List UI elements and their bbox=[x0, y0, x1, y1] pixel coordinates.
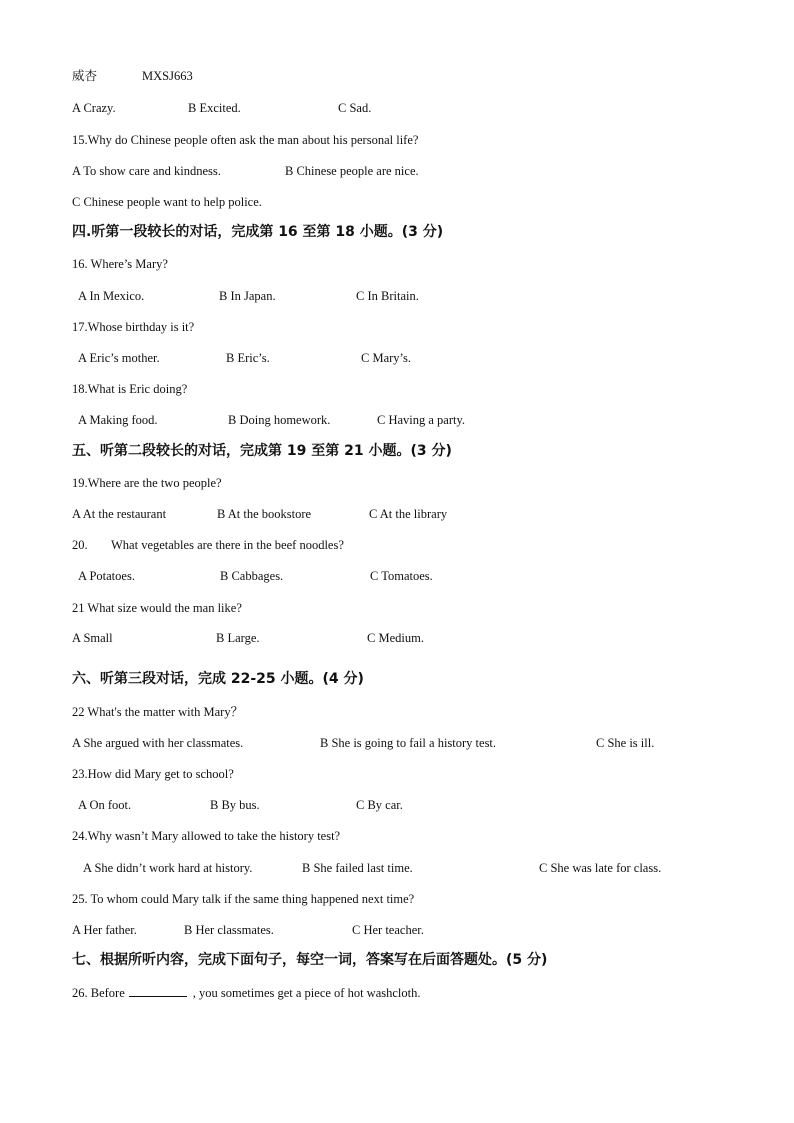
q24-option-b: B She failed last time. bbox=[302, 861, 413, 875]
q25-option-a: A Her father. bbox=[72, 923, 137, 937]
q24-question: 24.Why wasn’t Mary allowed to take the history test? bbox=[72, 829, 341, 843]
q19-option-b: B At the bookstore bbox=[217, 507, 312, 521]
section-6-heading: 六、听第三段对话，完成 22-25 小题。(4 分) bbox=[72, 671, 364, 687]
q20-option-b: B Cabbages. bbox=[220, 569, 284, 583]
q17-option-c: C Mary’s. bbox=[361, 351, 411, 365]
q14-option-a: A Crazy. bbox=[72, 101, 116, 115]
q15-option-b: B Chinese people are nice. bbox=[285, 164, 419, 178]
q24-options bbox=[83, 860, 662, 876]
q16-option-c: C In Britain. bbox=[356, 289, 419, 303]
q17-option-a: A Eric’s mother. bbox=[78, 351, 160, 365]
header-text-b: MXSJ663 bbox=[142, 69, 193, 83]
q15-options-row1 bbox=[72, 163, 419, 179]
q18-option-a: A Making food. bbox=[78, 413, 158, 427]
q20-question-line bbox=[72, 537, 344, 553]
q15-option-c: C Chinese people want to help police. bbox=[72, 195, 262, 209]
q14-option-c: C Sad. bbox=[338, 101, 372, 115]
q17-options bbox=[78, 350, 411, 366]
q21-option-a: A Small bbox=[72, 631, 113, 645]
q20-option-a: A Potatoes. bbox=[78, 569, 135, 583]
q16-options bbox=[78, 288, 419, 304]
header-line bbox=[72, 68, 193, 84]
q21-question: 21 What size would the man like? bbox=[72, 601, 242, 615]
q18-question: 18.What is Eric doing? bbox=[72, 382, 188, 396]
header-text-a: 威杏 bbox=[72, 69, 98, 83]
q21-options bbox=[72, 630, 424, 646]
q19-options bbox=[72, 506, 448, 522]
q25-option-b: B Her classmates. bbox=[184, 923, 274, 937]
q18-option-b: B Doing homework. bbox=[228, 413, 331, 427]
q21-option-b: B Large. bbox=[216, 631, 260, 645]
q24-option-a: A She didn’t work hard at history. bbox=[83, 861, 253, 875]
q20-number: 20. bbox=[72, 538, 88, 552]
q16-option-a: A In Mexico. bbox=[78, 289, 145, 303]
q20-question: What vegetables are there in the beef noodles? bbox=[111, 538, 344, 552]
section-5-heading: 五、听第二段较长的对话，完成第 19 至第 21 小题。(3 分) bbox=[72, 443, 452, 459]
section-7-heading: 七、根据所听内容，完成下面句子，每空一词，答案写在后面答题处。(5 分) bbox=[72, 952, 548, 968]
q19-option-a: A At the restaurant bbox=[72, 507, 167, 521]
q18-options bbox=[78, 412, 466, 428]
q23-question: 23.How did Mary get to school? bbox=[72, 767, 234, 781]
q18-option-c: C Having a party. bbox=[377, 413, 466, 427]
q26-blank[interactable] bbox=[129, 984, 187, 997]
q22-option-a: A She argued with her classmates. bbox=[72, 736, 244, 750]
q19-option-c: C At the library bbox=[369, 507, 448, 521]
q17-option-b: B Eric’s. bbox=[226, 351, 270, 365]
q22-option-b: B She is going to fail a history test. bbox=[320, 736, 497, 750]
q23-option-a: A On foot. bbox=[78, 798, 132, 812]
q14-options bbox=[72, 100, 372, 116]
q20-option-c: C Tomatoes. bbox=[370, 569, 433, 583]
q25-option-c: C Her teacher. bbox=[352, 923, 424, 937]
q26-after: , you sometimes get a piece of hot washcloth. bbox=[192, 986, 421, 1000]
q14-option-b: B Excited. bbox=[188, 101, 241, 115]
q15-option-a: A To show care and kindness. bbox=[72, 164, 221, 178]
q25-question: 25. To whom could Mary talk if the same thing happened next time? bbox=[72, 892, 415, 906]
q22-option-c: C She is ill. bbox=[596, 736, 655, 750]
q19-question: 19.Where are the two people? bbox=[72, 476, 222, 490]
q20-options bbox=[78, 568, 433, 584]
q24-option-c: C She was late for class. bbox=[539, 861, 662, 875]
q16-question: 16. Where’s Mary? bbox=[72, 257, 168, 271]
q17-question: 17.Whose birthday is it? bbox=[72, 320, 195, 334]
q16-option-b: B In Japan. bbox=[219, 289, 276, 303]
q22-options bbox=[72, 735, 655, 751]
q26-before: 26. Before bbox=[72, 986, 125, 1000]
q23-option-b: B By bus. bbox=[210, 798, 260, 812]
q25-options bbox=[72, 922, 424, 938]
q26-sentence bbox=[72, 984, 421, 1001]
q15-question: 15.Why do Chinese people often ask the man about his personal life? bbox=[72, 133, 419, 147]
q23-option-c: C By car. bbox=[356, 798, 403, 812]
q23-options bbox=[78, 797, 403, 813]
q22-question: 22 What's the matter with Mary？ bbox=[72, 705, 244, 719]
q21-option-c: C Medium. bbox=[367, 631, 424, 645]
section-4-heading: 四.听第一段较长的对话，完成第 16 至第 18 小题。(3 分) bbox=[72, 224, 444, 240]
